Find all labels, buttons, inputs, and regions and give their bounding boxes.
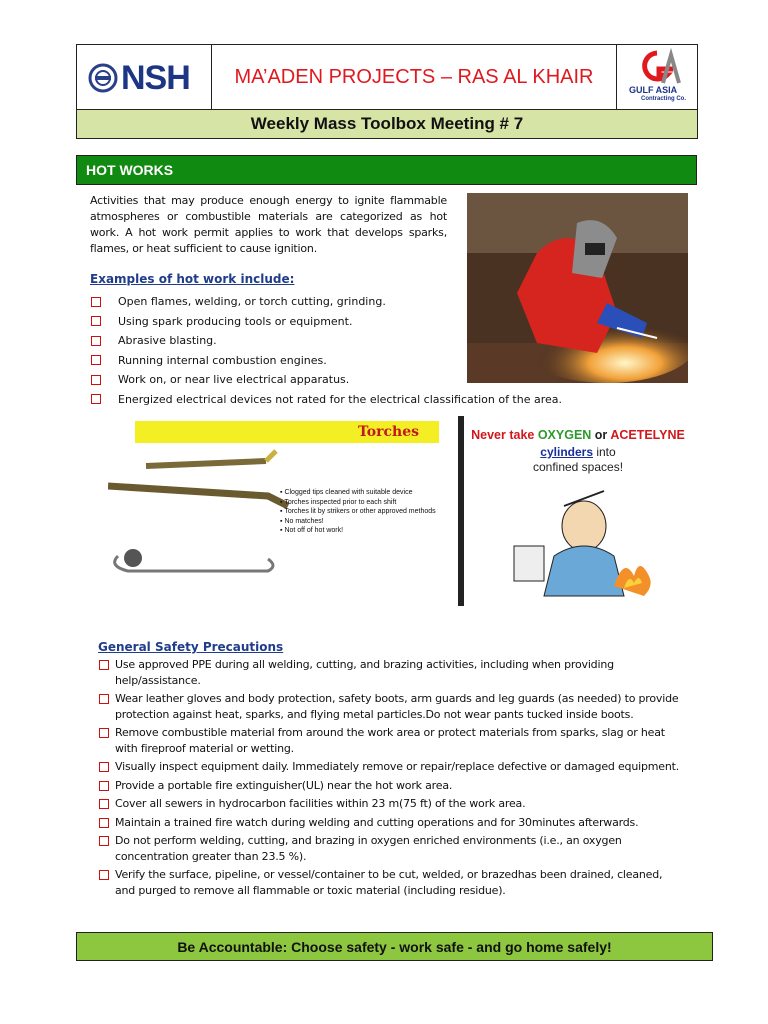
list-item-text: Using spark producing tools or equipment. [118, 314, 353, 328]
torch-drawing [108, 446, 298, 596]
checkbox-bullet-icon [99, 799, 109, 809]
list-item: ▪ No matches! [280, 517, 324, 525]
torches-title: Torches [358, 424, 420, 440]
list-item [99, 796, 679, 812]
list-item [99, 815, 679, 831]
checkbox-bullet-icon [99, 870, 109, 880]
warning-text: or [591, 428, 611, 442]
list-item-text: Verify the surface, pipeline, or vessel/container to be cut, welded, or brazedhas been drained, cleaned, and purged to remove all flammable or toxic material (including residue). [115, 868, 663, 897]
list-item-text: Running internal combustion engines. [118, 353, 327, 367]
checkbox-bullet-icon [99, 694, 109, 704]
checkbox-bullet-icon [99, 762, 109, 772]
page-title: MA’ADEN PROJECTS – RAS AL KHAIR [234, 65, 594, 88]
checkbox-bullet-icon [99, 836, 109, 846]
checkbox-bullet-icon [91, 394, 101, 404]
list-item: ▪ Not off of hot work! [280, 527, 344, 534]
checkbox-bullet-icon [99, 728, 109, 738]
list-item [99, 725, 679, 756]
examples-heading: Examples of hot work include: [90, 272, 295, 286]
checkbox-bullet-icon [91, 297, 101, 307]
list-item [99, 867, 679, 898]
list-item-text: Torches inspected prior to each shift [284, 498, 397, 506]
list-item-text: No matches! [284, 517, 324, 525]
nsh-logo-cell [77, 45, 212, 109]
list-item: ▪ Torches inspected prior to each shift [280, 498, 397, 506]
list-item-text: Work on, or near live electrical apparatus. [118, 373, 350, 387]
warning-text-acetelyne: ACETELYNE [610, 428, 685, 442]
welder-illustration [467, 193, 688, 383]
list-item-text: Do not perform welding, cutting, and brazing in oxygen enriched environments (i.e., an oxygen concentration greater than 23.5 %). [115, 834, 622, 863]
checkbox-bullet-icon [91, 336, 101, 346]
warning-text: Never take [471, 428, 538, 442]
list-item-text: Torches lit by strikers or other approved methods [284, 508, 436, 515]
header-table [76, 44, 698, 110]
warning-text-oxygen: OXYGEN [537, 428, 592, 442]
precautions-list [99, 657, 679, 901]
precautions-heading: General Safety Precautions [98, 640, 284, 654]
confined-space-warning-image [458, 416, 692, 606]
warning-line-2 [464, 445, 692, 459]
warning-line-1 [467, 428, 689, 442]
checkbox-bullet-icon [91, 355, 101, 365]
checkbox-bullet-icon [91, 375, 101, 385]
list-item-text: Provide a portable fire extinguisher(UL) near the hot work area. [115, 778, 453, 792]
list-item-text: Open flames, welding, or torch cutting, grinding. [118, 295, 386, 309]
list-item [99, 833, 679, 864]
checkbox-bullet-icon [99, 781, 109, 791]
gulf-asia-name: GULF ASIA [629, 85, 678, 95]
welder-photo [467, 193, 688, 383]
list-item-text: Wear leather gloves and body protection, safety boots, arm guards and leg guards (as needed) to provide protection against heat, sparks, and flying metal particles.Do not wear pants tucked inside boots. [115, 692, 679, 721]
checkbox-bullet-icon [91, 316, 101, 326]
section-title: HOT WORKS [76, 155, 697, 185]
gulf-asia-logo-cell [616, 45, 697, 109]
list-item-text: Cover all sewers in hydrocarbon facilities within 23 m(75 ft) of the work area. [115, 797, 526, 810]
list-item-text: Abrasive blasting. [118, 334, 217, 348]
nsh-logo-text: NSH [121, 59, 190, 97]
meeting-subtitle: Weekly Mass Toolbox Meeting # 7 [76, 110, 698, 139]
list-item [99, 657, 679, 688]
list-item [99, 759, 679, 775]
warning-text: into [593, 445, 616, 459]
list-item [99, 691, 679, 722]
list-item-text: Maintain a trained fire watch during welding and cutting operations and for 30minutes afterwards. [115, 815, 639, 829]
list-item-text: Remove combustible material from around the work area or protect materials from sparks, slag or heat with fireproof material or wetting. [115, 726, 665, 755]
cartoon-illustration [494, 476, 674, 601]
warning-text-cylinders: cylinders [540, 445, 593, 459]
footer-banner: Be Accountable: Choose safety - work safe - and go home safely! [76, 932, 713, 961]
list-item-text: Use approved PPE during all welding, cutting, and brazing activities, including when providing help/assistance. [115, 658, 614, 687]
warning-line-3: confined spaces! [532, 460, 624, 474]
list-item-text: Not off of hot work! [284, 527, 344, 534]
list-item [99, 778, 679, 794]
list-item: ▪ Torches lit by strikers or other approved methods [280, 508, 436, 515]
gulf-asia-sub: Contracting Co. [641, 96, 686, 102]
checkbox-bullet-icon [99, 660, 109, 670]
list-item [91, 390, 562, 410]
intro-paragraph: Activities that may produce enough energy to ignite flammable atmospheres or combustible materials are categorized as hot work. A hot work permit applies to work that develops sparks, flames, or heat sufficient to cause ignition. [90, 194, 447, 255]
list-item-text: Visually inspect equipment daily. Immediately remove or repair/replace defective or damaged equipment. [115, 760, 680, 773]
torches-bullets [280, 488, 447, 536]
list-item-text: Energized electrical devices not rated for the electrical classification of the area. [118, 392, 563, 406]
torches-image [108, 416, 447, 606]
list-item: ▪ Clogged tips cleaned with suitable device [280, 489, 413, 496]
list-item-text: Clogged tips cleaned with suitable device [284, 489, 413, 496]
checkbox-bullet-icon [99, 818, 109, 828]
